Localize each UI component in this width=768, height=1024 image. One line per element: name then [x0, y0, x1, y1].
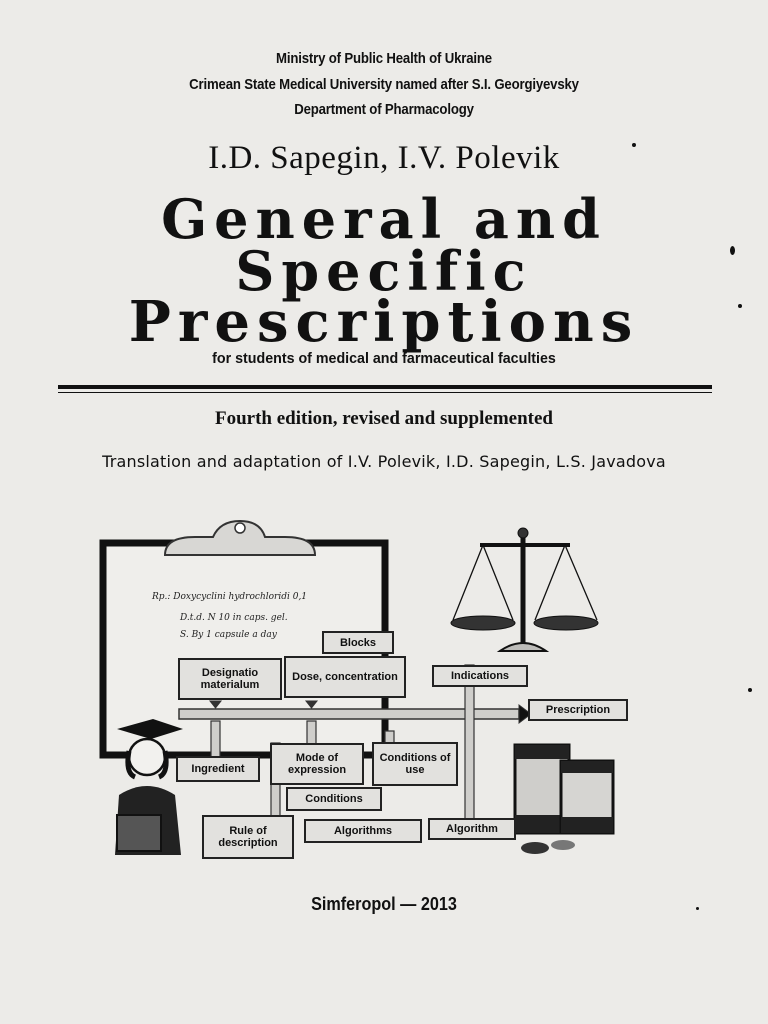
title-line-3: Prescriptions — [128, 289, 640, 355]
medicine-bottles-icon — [515, 745, 613, 854]
box-ingredient: Ingredient — [176, 756, 260, 782]
prescription-line-3: S. By 1 capsule a day — [180, 630, 277, 640]
header-department: Department of Pharmacology — [294, 101, 474, 118]
box-prescription: Prescription — [528, 699, 628, 721]
speck — [632, 143, 636, 147]
box-dose: Dose, concentration — [284, 656, 406, 698]
title-line-1: General and — [161, 187, 607, 251]
box-mode-of-expression: Mode of expression — [270, 743, 364, 785]
authors: I.D. Sapegin, I.V. Polevik — [208, 140, 560, 176]
speck — [696, 907, 699, 910]
translation-credit: Translation and adaptation of I.V. Polevik, I.D. Sapegin, L.S. Javadova — [102, 452, 666, 471]
box-indications: Indications — [432, 665, 528, 687]
prescription-line-2: D.t.d. N 10 in caps. gel. — [180, 613, 288, 623]
divider-thick — [58, 385, 712, 389]
header-ministry: Ministry of Public Health of Ukraine — [276, 50, 492, 67]
speck — [738, 304, 742, 308]
box-conditions: Conditions — [286, 787, 382, 811]
place-year: Simferopol — 2013 — [311, 894, 457, 914]
header-university: Crimean State Medical University named after S.I. Georgiyevsky — [189, 76, 579, 93]
box-blocks: Blocks — [322, 631, 394, 654]
edition: Fourth edition, revised and supplemented — [215, 408, 553, 429]
speck — [748, 688, 752, 692]
scales-icon — [451, 528, 598, 651]
prescription-line-1: Rp.: Doxycyclini hydrochloridi 0,1 — [152, 592, 308, 602]
box-algorithm: Algorithm — [428, 818, 516, 840]
box-designatio: Designatio materialum — [178, 658, 282, 700]
speck — [730, 246, 735, 255]
divider-thin — [58, 392, 712, 393]
box-rule-of-description: Rule of description — [202, 815, 294, 859]
title-line-2: Specific — [235, 239, 533, 303]
subtitle: for students of medical and farmaceutical faculties — [212, 350, 556, 367]
box-conditions-of-use: Conditions of use — [372, 742, 458, 786]
box-algorithms: Algorithms — [304, 819, 422, 843]
